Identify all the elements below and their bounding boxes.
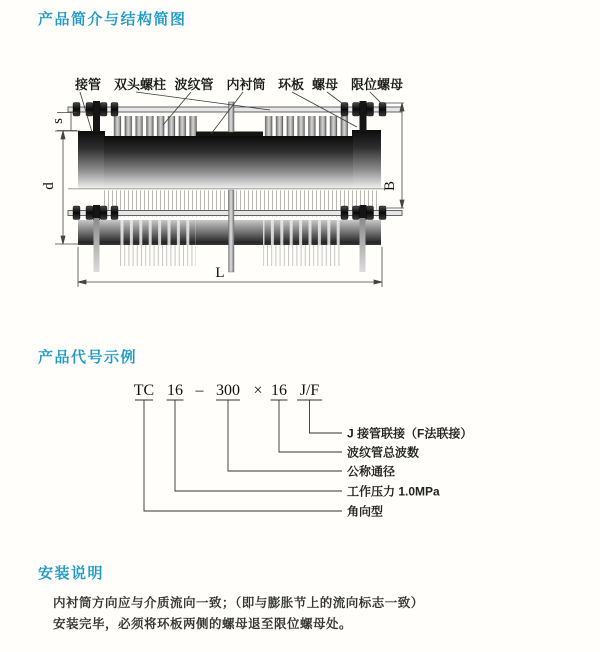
annotation-joint: J 接管联接（F法联接）	[347, 426, 473, 441]
times-symbol: ×	[253, 382, 263, 399]
annotation-waves: 波纹管总波数	[347, 445, 420, 460]
dim-label-L: L	[215, 265, 225, 281]
structure-diagram	[40, 60, 565, 305]
part-label-bowenguan: 波纹管	[174, 77, 214, 92]
product-code-diagram	[125, 372, 495, 527]
dim-B	[385, 103, 404, 208]
part-label-shuangtou: 双头螺柱	[113, 77, 167, 92]
intro-section-title: 产品简介与结构简图	[38, 11, 187, 28]
shell-body	[78, 130, 381, 189]
annotation-diameter: 公称通径	[347, 464, 396, 479]
dim-d	[55, 131, 80, 244]
dim-label-d: d	[41, 182, 57, 190]
right-ring-plate	[360, 101, 367, 132]
part-label-neichentong: 内衬筒	[226, 77, 266, 92]
code-token-pressure: 16	[167, 382, 183, 399]
dim-label-B: B	[382, 180, 398, 192]
install-line-1: 内衬筒方向应与介质流向一致；（即与膨胀节上的流向标志一致）	[53, 596, 424, 610]
annotation-pressure: 工作压力 1.0MPa	[347, 484, 440, 499]
code-token-type: TC	[133, 382, 155, 399]
center-ring-plate-stud	[229, 102, 235, 132]
annotation-type: 角向型	[347, 504, 384, 519]
dim-label-s: s	[50, 118, 66, 124]
left-ring-plate	[93, 101, 100, 132]
part-label-luomu: 螺母	[311, 77, 339, 92]
part-label-jieguan: 接管	[74, 77, 102, 92]
code-connector-lines	[135, 400, 342, 511]
part-label-huanban: 环板	[277, 77, 305, 92]
install-section-title: 安装说明	[38, 565, 105, 582]
install-line-2: 安装完毕，必须将环板两侧的螺母退至限位螺母处。	[53, 617, 353, 631]
part-labels	[74, 77, 403, 92]
code-token-diameter: 300	[216, 382, 240, 399]
code-section-title: 产品代号示例	[38, 349, 138, 366]
code-token-joint: J/F	[299, 382, 320, 399]
part-label-xianwei: 限位螺母	[350, 77, 404, 92]
code-tokens	[134, 382, 320, 399]
code-annotations	[347, 426, 472, 519]
code-token-waves: 16	[271, 382, 287, 399]
dash-symbol: –	[195, 382, 204, 399]
install-instructions	[53, 596, 573, 638]
